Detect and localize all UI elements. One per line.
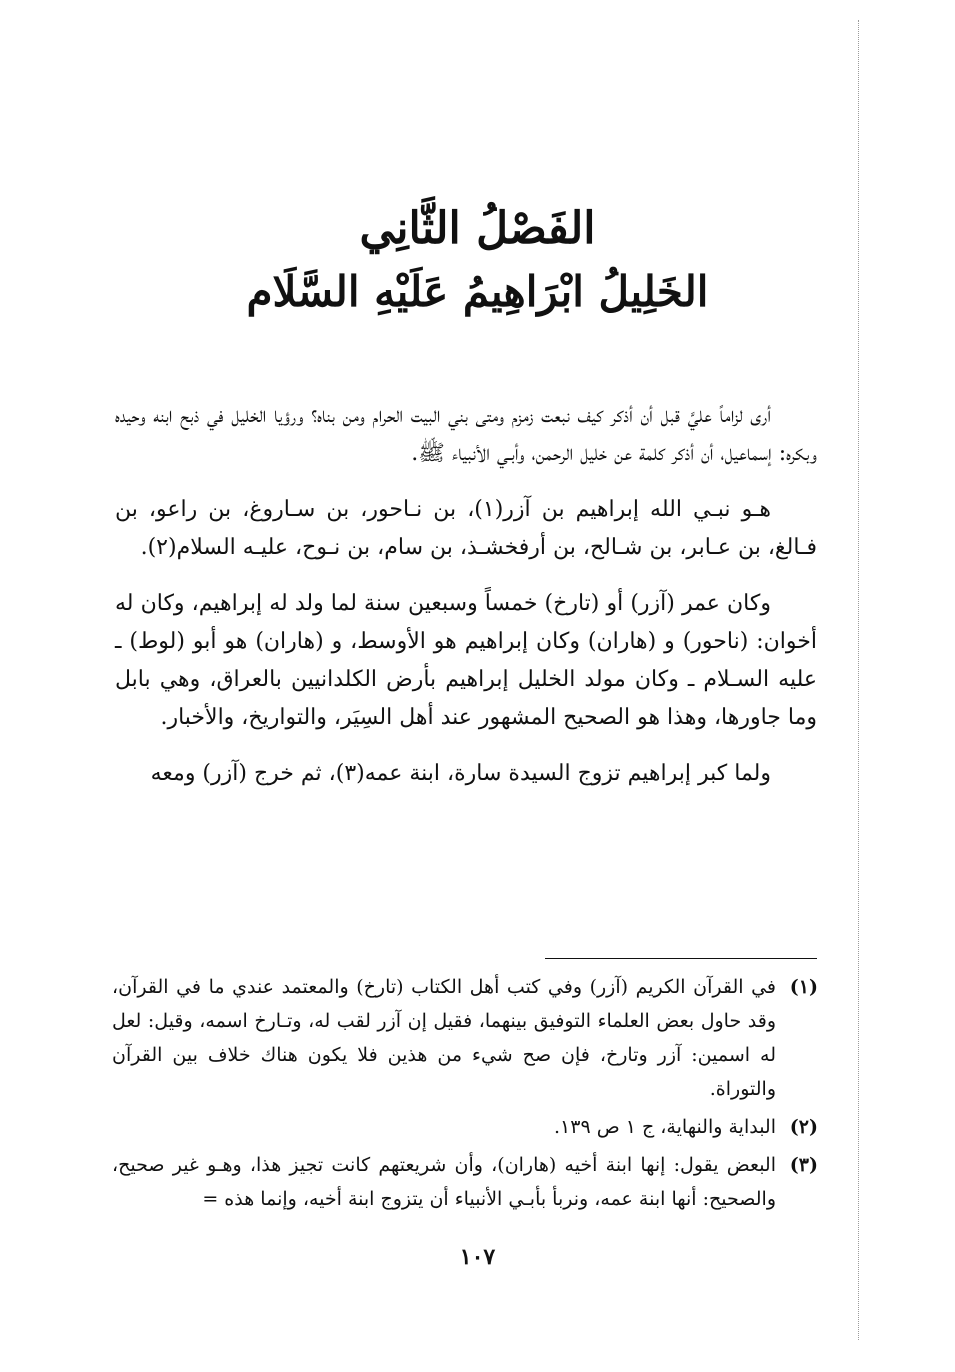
footnote-number: (٢) — [789, 1116, 818, 1138]
paragraph: هـو نبـي الله إبراهيم بن آزر(١)، بن نـاحور، بن سـاروغ، بن راعو، بن فـالغ، بن عـابر، بن شـالح، بن أرفخشـذ، بن سام، بن نـوح، عليـه السلام(٢). — [115, 497, 817, 560]
footnotes — [112, 970, 818, 1220]
footnote — [112, 1148, 818, 1216]
footnote-number: (١) — [789, 976, 818, 998]
paragraph: أرى لزاماً عليَّ قبل أن أذكر كيف نبعت زمزم ومتى بني البيت الحرام ومن بناه؟ ورؤيا الخليل في ذبح ابنه وحيده وبكره: إسماعيل، أن أذكر كلمة عن خليل الرحمن، وأبـي الأنبياء ﷺ. — [115, 403, 817, 466]
chapter-number: الفَصْلُ الثَّانِي — [359, 203, 596, 254]
chapter-title: الخَلِيلُ ابْرَاهِيمُ عَلَيْهِ السَّلَام — [246, 267, 709, 316]
footnote-text: البداية والنهاية، ج ١ ص ١٣٩. — [554, 1116, 776, 1138]
scan-margin-dots — [858, 20, 859, 1340]
paragraph: وكان عمر (آزر) أو (تارخ) خمساً وسبعين سنة لما ولد له إبراهيم، وكان له أخوان: (ناحور) و (هاران) وكان إبراهيم هو الأوسط، و (هاران) هو أبو (لوط) ـ عليه السـلام ـ وكان مولد الخليل إبراهيم بأرض الكلدانيين بالعراق، وهي بابل وما جاورها، وهذا هو الصحيح المشهور عند أهل السِيَر، والتواريخ، والأخبار. — [115, 591, 817, 730]
chapter-heading — [150, 198, 805, 324]
paragraph: ولما كبر إبراهيم تزوج السيدة سارة، ابنة عمه(٣)، ثم خرج (آزر) ومعه — [150, 761, 771, 786]
footnote-text: في القرآن الكريم (آزر) وفي كتب أهل الكتاب (تارخ) والمعتمد عندي ما في القرآن، وقد حاول بعض العلماء التوفيق بينهما، فقيل إن آزر لقب له، وتـارخ اسمه، وقيل: لعل له اسمين: آزر وتارخ، فإن صح شيء من هذين فلا يكون هناك خلاف بين القرآن والتوراة. — [112, 976, 776, 1100]
footnote — [112, 970, 818, 1106]
footnote-separator — [545, 958, 817, 959]
footnote — [112, 1110, 818, 1144]
page-number: ١٠٧ — [459, 1244, 496, 1270]
main-text — [115, 397, 817, 811]
footnote-number: (٣) — [789, 1154, 818, 1176]
footnote-text: البعض يقول: إنها ابنة أخيه (هاران)، وأن شريعتهم كانت تجيز هذا، وهـو غير صحيح، والصحيح: أنها ابنة عمه، ونربأ بأبـي الأنبياء أن يتزوج ابنة أخيه، وإنما هذه = — [112, 1154, 776, 1210]
